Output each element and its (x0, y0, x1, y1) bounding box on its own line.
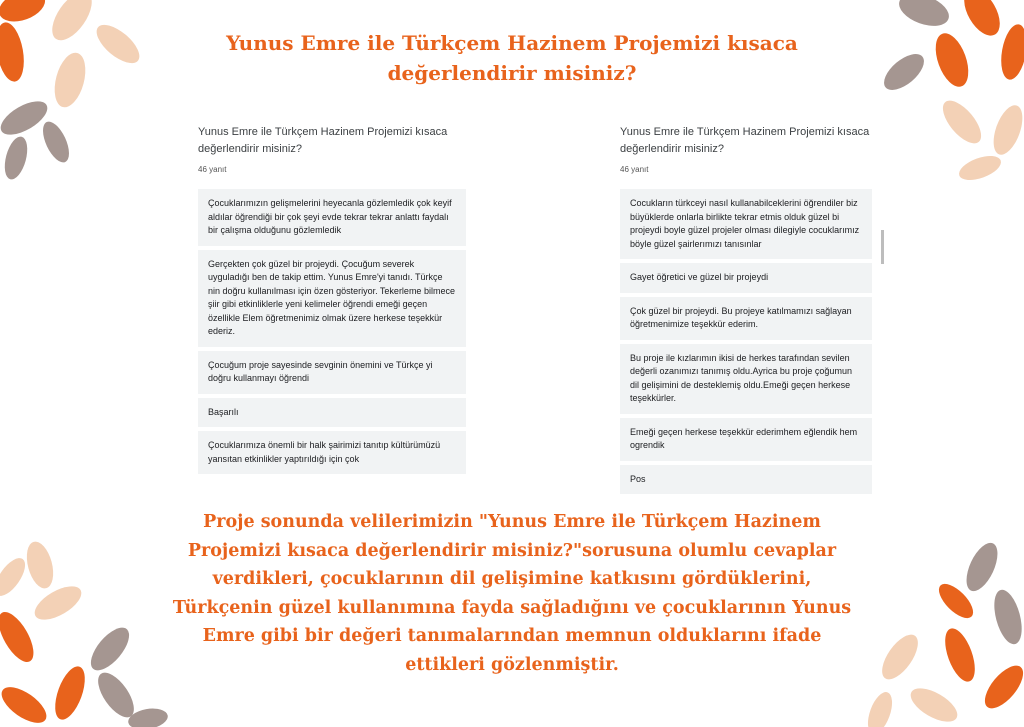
question-text: Yunus Emre ile Türkçem Hazinem Projemizi kısaca değerlendirir misiniz? (620, 126, 870, 155)
response-item: Emeği geçen herkese teşekkür ederimhem eğlendik hem ogrendik (620, 418, 872, 461)
response-item: Bu proje ile kızlarımın ikisi de herkes tarafından sevilen değerli ozanımızı tanımış oldu.Ayrica bu proje çoğumun dil gelişimini de desteklemiş oldu.Emeği geçen herkese teşekkürler. (620, 344, 872, 414)
response-item: Çok güzel bir projeydi. Bu projeye katılmamızı sağlayan öğretmenimize teşekkür ederim. (620, 297, 872, 340)
response-item: Pos (620, 465, 872, 495)
response-list (620, 189, 872, 494)
leaf-cluster-bottom-right (864, 537, 1024, 727)
response-count: 46 yanıt (198, 165, 227, 174)
response-item: Çocuklarımızın gelişmelerini heyecanla gözlemledik çok keyif aldılar öğrendiği bir çok şeyi evde tekrar tekrar anlattı faydalı bir çalışma olduğunu gözlemledik (198, 189, 466, 246)
response-count: 46 yanıt (620, 165, 649, 174)
conclusion-text: Proje sonunda velilerimizin "Yunus Emre ile Türkçem Hazinem Projemizi kısaca değerlendirir misiniz?"sorusuna olumlu cevaplar verdikleri, çocuklarının dil gelişimine katkısını gördüklerini, Türkçenin güzel kullanımına fayda sağladığını ve çocuklarının Yunus Emre gibi bir değeri tanımalarından memnun olduklarını ifade ettikleri gözlenmiştir. (172, 512, 852, 675)
response-item: Çocuklarımıza önemli bir halk şairimizi tanıtıp kültürümüzü yansıtan etkinlikler yaptırıldığı için çok (198, 431, 466, 474)
response-item: Başarılı (198, 398, 466, 428)
leaf-cluster-top-right (884, 0, 1024, 190)
survey-panel-right (600, 108, 884, 484)
question-text: Yunus Emre ile Türkçem Hazinem Projemizi kısaca değerlendirir misiniz? (198, 126, 448, 155)
leaf-cluster-top-left (0, 0, 140, 190)
leaf-cluster-bottom-left (0, 537, 160, 727)
response-item: Gerçekten çok güzel bir projeydi. Çocuğum severek uyguladığı ben de takip ettim. Yunus Emre'yi tanıdı. Türkçe nin doğru kullanılması için özen gösteriyor. Tekerleme bilmece şiir gibi etkinliklerle yeni kelimeler öğrendi emeği geçen özellikle Elem öğretmenimiz olmak üzere herkese teşekkür ederiz. (198, 250, 466, 347)
response-list (198, 189, 466, 474)
response-item: Cocukların türkceyi nasıl kullanabilceklerini öğrendiler biz büyüklerde onlarla birlikte tekrar etmis olduk güzel bi projeydi boyle güzel projeler olması dilegiyle cocuklarımız böyle güzel şairlerımızı tanısınlar (620, 189, 872, 259)
survey-panel-left (178, 108, 474, 470)
scrollbar[interactable] (881, 230, 884, 264)
page-title: Yunus Emre ile Türkçem Hazinem Projemizi kısaca değerlendirir misiniz? (226, 31, 798, 85)
response-item: Çocuğum proje sayesinde sevginin önemini ve Türkçe yi doğru kullanmayı öğrendi (198, 351, 466, 394)
response-item: Gayet öğretici ve güzel bir projeydi (620, 263, 872, 293)
